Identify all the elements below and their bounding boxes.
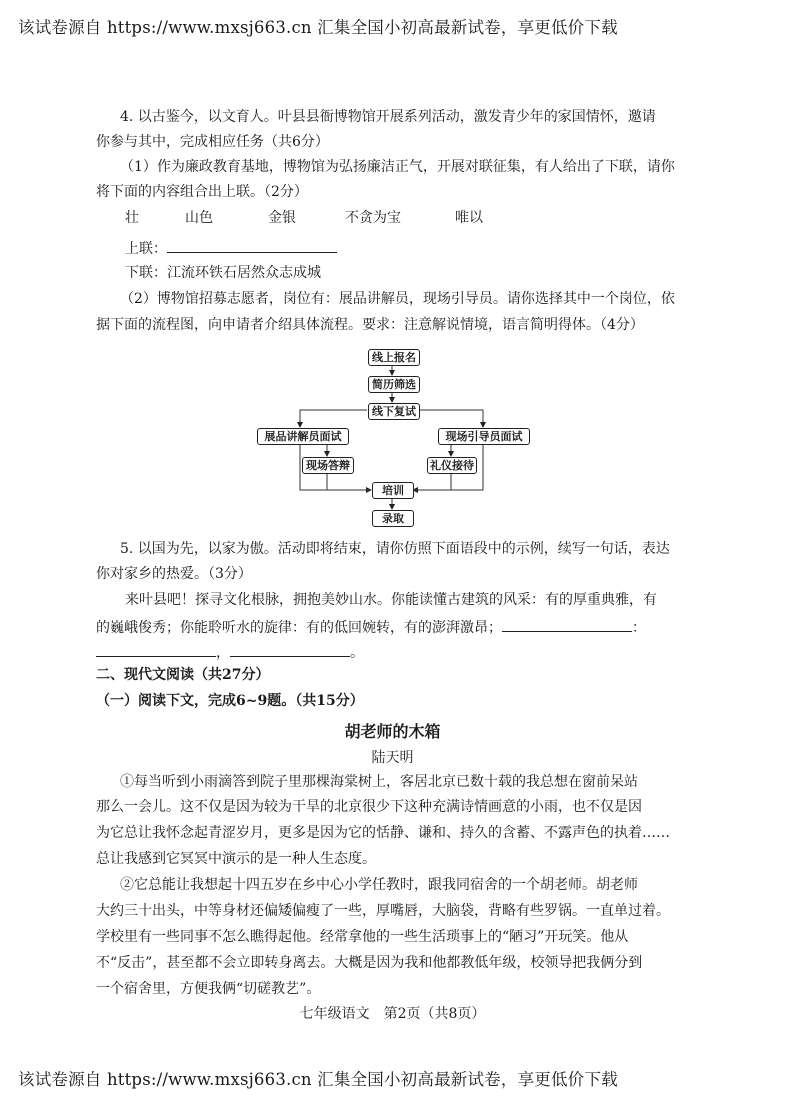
q4-part2-line2: 据下面的流程图，向申请者介绍具体流程。要求：注意解说情境，语言简明得体。（4分） — [96, 317, 644, 333]
flow-step-resume-screen: 简历筛选 — [368, 376, 420, 393]
article-title: 胡老师的木箱 — [344, 722, 441, 741]
upper-couplet-row — [125, 238, 337, 258]
word-item: 不贪为宝 — [345, 210, 401, 226]
paragraph-line: 不“反击”，甚至都不会立即转身离去。大概是因为我和他都教低年级，校领导把我俩分到 — [96, 955, 643, 971]
upper-couplet-blank[interactable] — [167, 238, 337, 253]
source-banner-top: 该试卷源自 https://www.mxsj663.cn 汇集全国小初高最新试卷，享更低价下载 — [18, 18, 618, 37]
word-item: 唯以 — [455, 210, 483, 226]
flow-step-offline-retest: 线下复试 — [368, 403, 420, 420]
paragraph-line: 总让我感到它冥冥中演示的是一种人生态度。 — [96, 851, 376, 867]
q5-para-line3 — [96, 642, 364, 662]
paragraph-line: 为它总让我怀念起青涩岁月，更多是因为它的恬静、谦和、持久的含蓄、不露声色的执着…… — [96, 825, 670, 841]
q4-intro-line2: 你参与其中，完成相应任务（共6分） — [96, 134, 329, 150]
section-heading: 二、现代文阅读（共27分） — [96, 667, 270, 683]
paragraph-line: 学校里有一些同事不怎么瞧得起他。经常拿他的一些生活琐事上的“陋习”开玩笑。他从 — [96, 929, 629, 945]
q4-part2-line1: （2）博物馆招募志愿者，岗位有：展品讲解员，现场引导员。请你选择其中一个岗位，依 — [120, 291, 675, 307]
q5-line1: 5. 以国为先，以家为傲。活动即将结束，请你仿照下面语段中的示例，续写一句话，表达 — [120, 541, 670, 557]
q4-part1-line1: （1）作为廉政教育基地，博物馆为弘扬廉洁正气，开展对联征集，有人给出了下联，请你 — [120, 159, 675, 175]
paragraph-line: ②它总能让我想起十四五岁在乡中心小学任教时，跟我同宿舍的一个胡老师。胡老师 — [120, 877, 638, 893]
q5-blank-1[interactable] — [502, 617, 632, 632]
word-item: 壮 — [125, 210, 139, 226]
q5-punct: 。 — [350, 645, 364, 661]
word-item: 山色 — [185, 210, 213, 226]
lower-couplet: 下联：江流环铁石居然众志成城 — [125, 265, 321, 281]
flow-step-training: 培训 — [372, 482, 414, 499]
flow-step-onsite-qa: 现场答辩 — [302, 457, 354, 474]
flow-step-exhibit-interview: 展品讲解员面试 — [257, 428, 349, 445]
q5-line2: 你对家乡的热爱。（3分） — [96, 566, 252, 582]
q4-intro-line1: 4. 以古鉴今，以文育人。叶县县衙博物馆开展系列活动，激发青少年的家国情怀，邀请 — [120, 109, 656, 125]
paragraph-line: 大约三十出头，中等身材还偏矮偏瘦了一些，厚嘴唇，大脑袋，背略有些罗锅。一直单过着。 — [96, 903, 670, 919]
volunteer-flowchart — [255, 345, 530, 530]
flow-step-etiquette: 礼仪接待 — [427, 457, 477, 474]
paragraph-line: 那么一会儿。这不仅是因为较为干旱的北京很少下这种充满诗情画意的小雨，也不仅是因 — [96, 799, 642, 815]
q5-para-text: 的巍峨俊秀；你能聆听水的旋律：有的低回婉转，有的澎湃激昂； — [96, 620, 502, 636]
paragraph-line: 一个宿舍里，方便我俩“切磋教艺”。 — [96, 981, 321, 997]
article-author: 陆天明 — [371, 750, 414, 766]
flow-step-guide-interview: 现场引导员面试 — [438, 428, 530, 445]
source-banner-bottom: 该试卷源自 https://www.mxsj663.cn 汇集全国小初高最新试卷，享更低价下载 — [18, 1070, 618, 1089]
q5-para-line1: 来叶县吧！探寻文化根脉，拥抱美妙山水。你能读懂古建筑的风采：有的厚重典雅，有 — [125, 592, 657, 608]
flow-step-hire: 录取 — [372, 510, 414, 527]
q4-part1-line2: 将下面的内容组合出上联。（2分） — [96, 184, 308, 200]
page-footer: 七年级语文 第2页（共8页） — [299, 1006, 486, 1022]
flow-step-online-apply: 线上报名 — [368, 349, 420, 366]
word-item: 金银 — [268, 210, 296, 226]
upper-couplet-label: 上联： — [125, 241, 167, 257]
q5-para-line2 — [96, 617, 646, 637]
q5-punct: ， — [216, 645, 230, 661]
paragraph-line: ①每当听到小雨滴答到院子里那棵海棠树上，客居北京已数十载的我总想在窗前呆站 — [120, 774, 638, 790]
q5-blank-3[interactable] — [230, 642, 350, 657]
subsection-heading: （一）阅读下文，完成6~9题。（共15分） — [96, 693, 364, 709]
q5-punct: ： — [632, 620, 646, 636]
q5-blank-2[interactable] — [96, 642, 216, 657]
